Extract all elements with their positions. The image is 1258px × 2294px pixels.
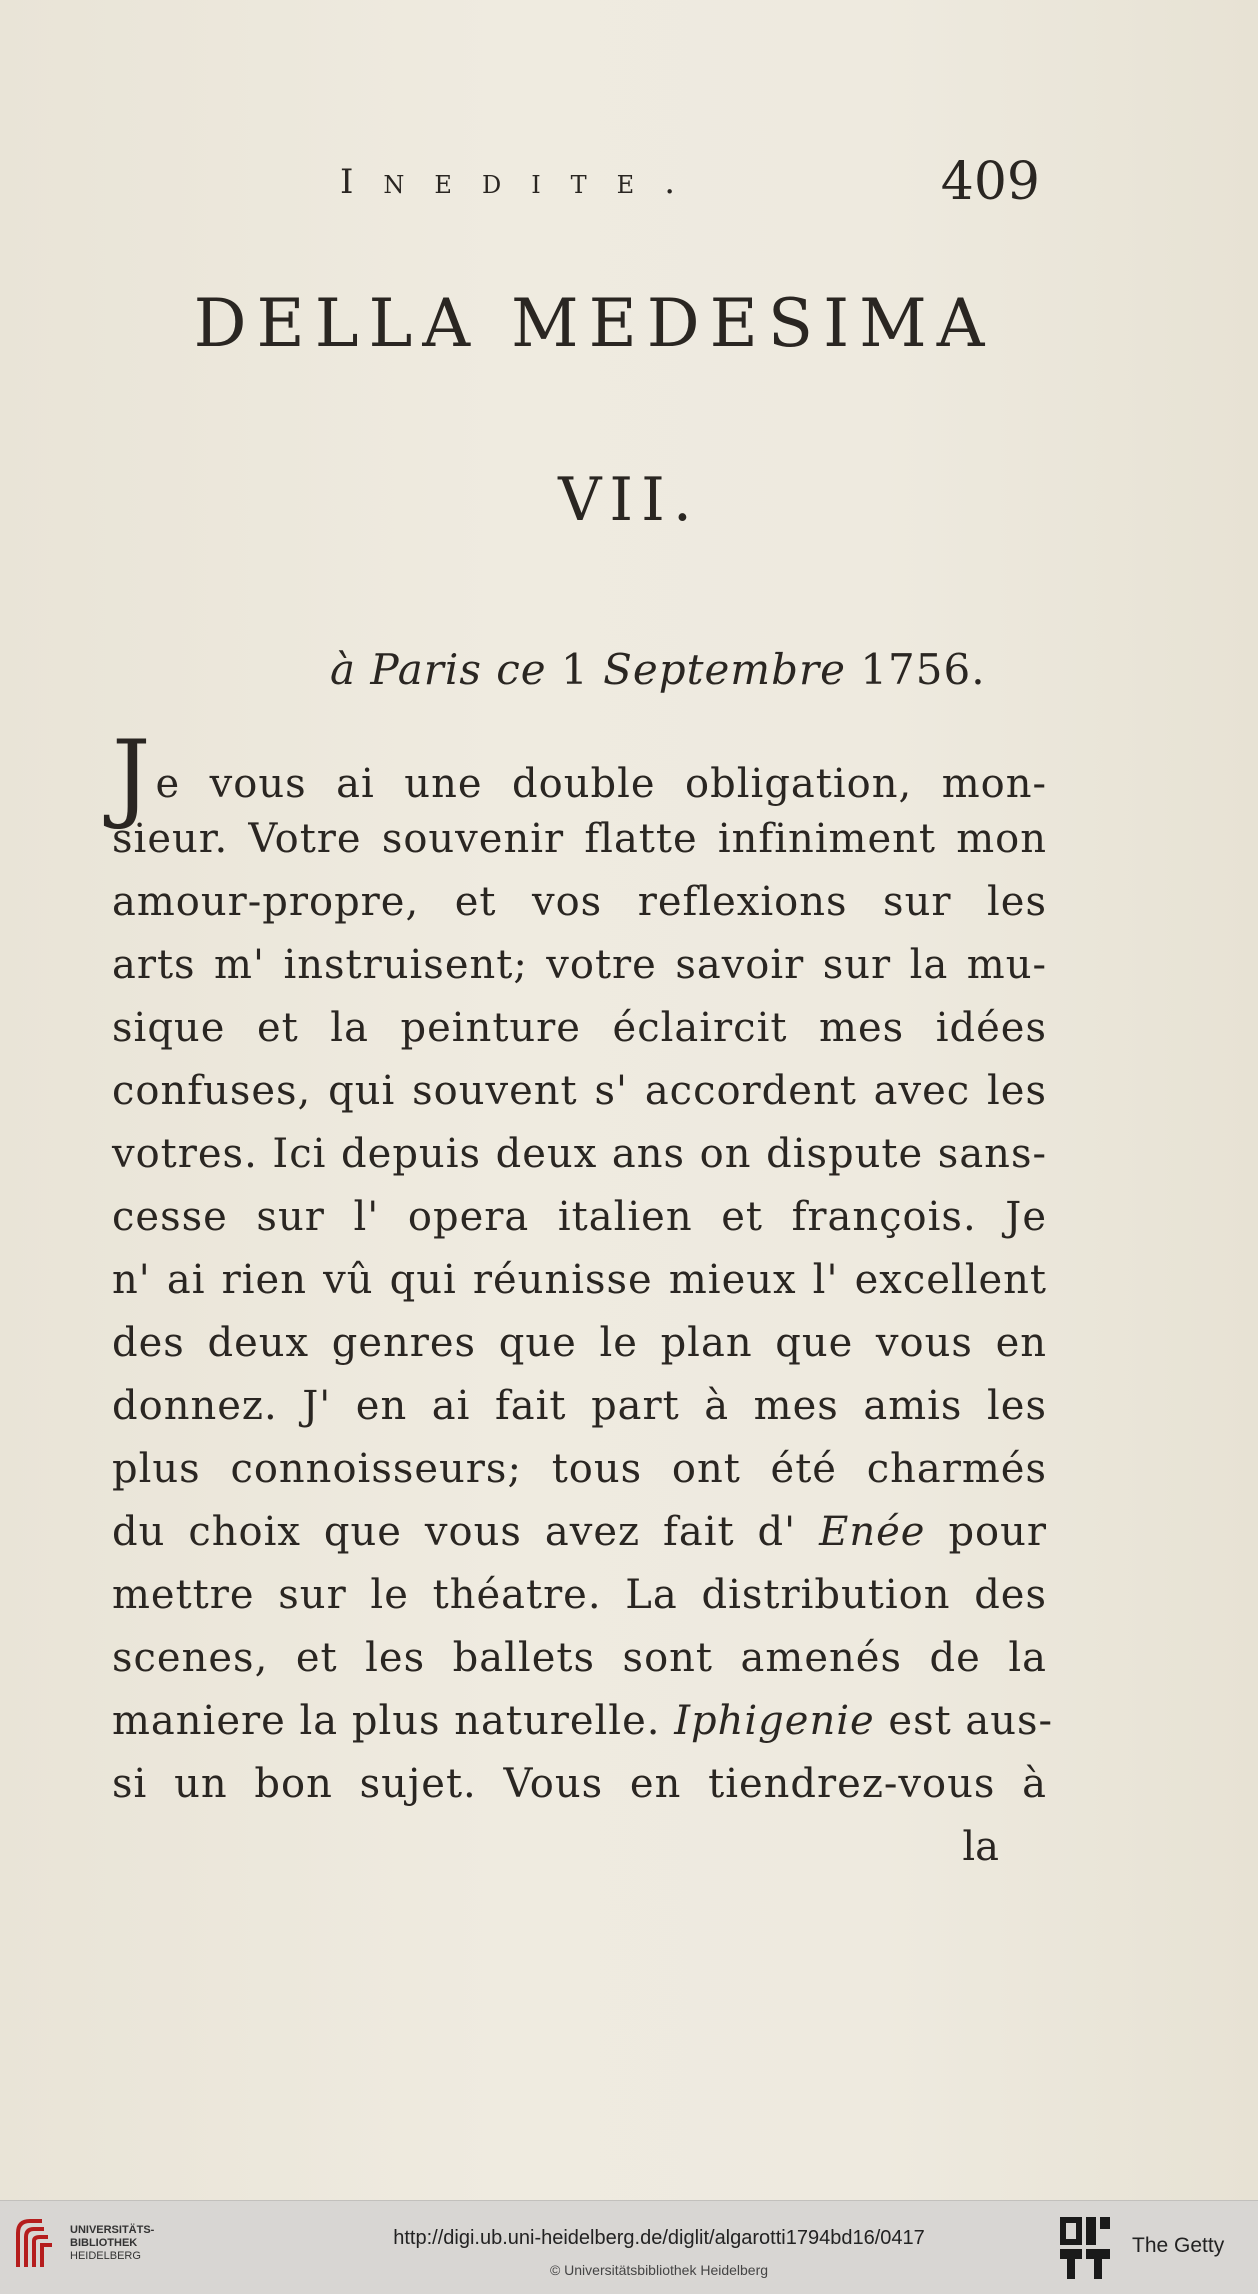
dateline-year: 1756.	[860, 645, 986, 694]
text-line: du choix que vous avez fait d' Enée pour	[112, 1509, 1048, 1555]
italic-name-enee: Enée	[819, 1509, 926, 1555]
section-heading: DELLA MEDESIMA	[193, 285, 995, 362]
dateline-month: Septembre	[603, 645, 846, 694]
catchword: la	[962, 1824, 999, 1870]
viewer-footer	[0, 2200, 1258, 2294]
text-line: des deux genres que le plan que vous en	[112, 1320, 1047, 1366]
text-line: cesse sur l' opera italien et françois. Je	[112, 1194, 1047, 1240]
text-line: donnez. J' en ai fait part à mes amis les	[112, 1383, 1047, 1429]
partner-name: The Getty	[1132, 2234, 1225, 2257]
dateline-day: 1	[560, 645, 589, 694]
text-line: si un bon sujet. Vous en tiendrez-vous à	[112, 1761, 1047, 1807]
getty-logo-icon	[1058, 2215, 1112, 2281]
text-line: confuses, qui souvent s' accordent avec les	[112, 1068, 1047, 1114]
text-line: arts m' instruisent; votre savoir sur la mu-	[112, 942, 1047, 988]
drop-cap: J	[112, 720, 152, 832]
text-line: maniere la plus naturelle. Iphigenie est aus-	[112, 1698, 1054, 1744]
text-line: mettre sur le théatre. La distribution des	[112, 1572, 1047, 1618]
permalink-url[interactable]: http://digi.ub.uni-heidelberg.de/diglit/algarotti1794bd16/0417	[393, 2227, 925, 2249]
text-line: n' ai rien vû qui réunisse mieux l' excellent	[112, 1257, 1047, 1303]
italic-name-iphigenie: Iphigenie	[674, 1698, 875, 1744]
text-line: votres. Ici depuis deux ans on dispute sans-	[112, 1131, 1047, 1177]
text-line: scenes, et les ballets sont amenés de la	[112, 1635, 1047, 1681]
running-title: Inedite.	[340, 162, 706, 202]
text-line: plus connoisseurs; tous ont été charmés	[112, 1446, 1047, 1492]
text-line: Je vous ai une double obligation, mon-	[112, 720, 1047, 832]
running-head	[340, 152, 1040, 218]
text-line: amour-propre, et vos reflexions sur les	[112, 879, 1047, 925]
dateline	[330, 645, 1030, 694]
text-line: sieur. Votre souvenir flatte infiniment mon	[112, 816, 1047, 862]
letter-body	[112, 720, 1054, 1879]
copyright-notice: © Universitätsbibliothek Heidelberg	[549, 2262, 769, 2278]
letter-numeral: VII.	[558, 465, 700, 535]
library-name: UNIVERSITÄTS- BIBLIOTHEK HEIDELBERG	[70, 2224, 155, 2262]
page-number: 409	[940, 152, 1040, 212]
text-line: sique et la peinture éclaircit mes idées	[112, 1005, 1047, 1051]
dateline-prefix: à Paris ce	[330, 645, 547, 694]
